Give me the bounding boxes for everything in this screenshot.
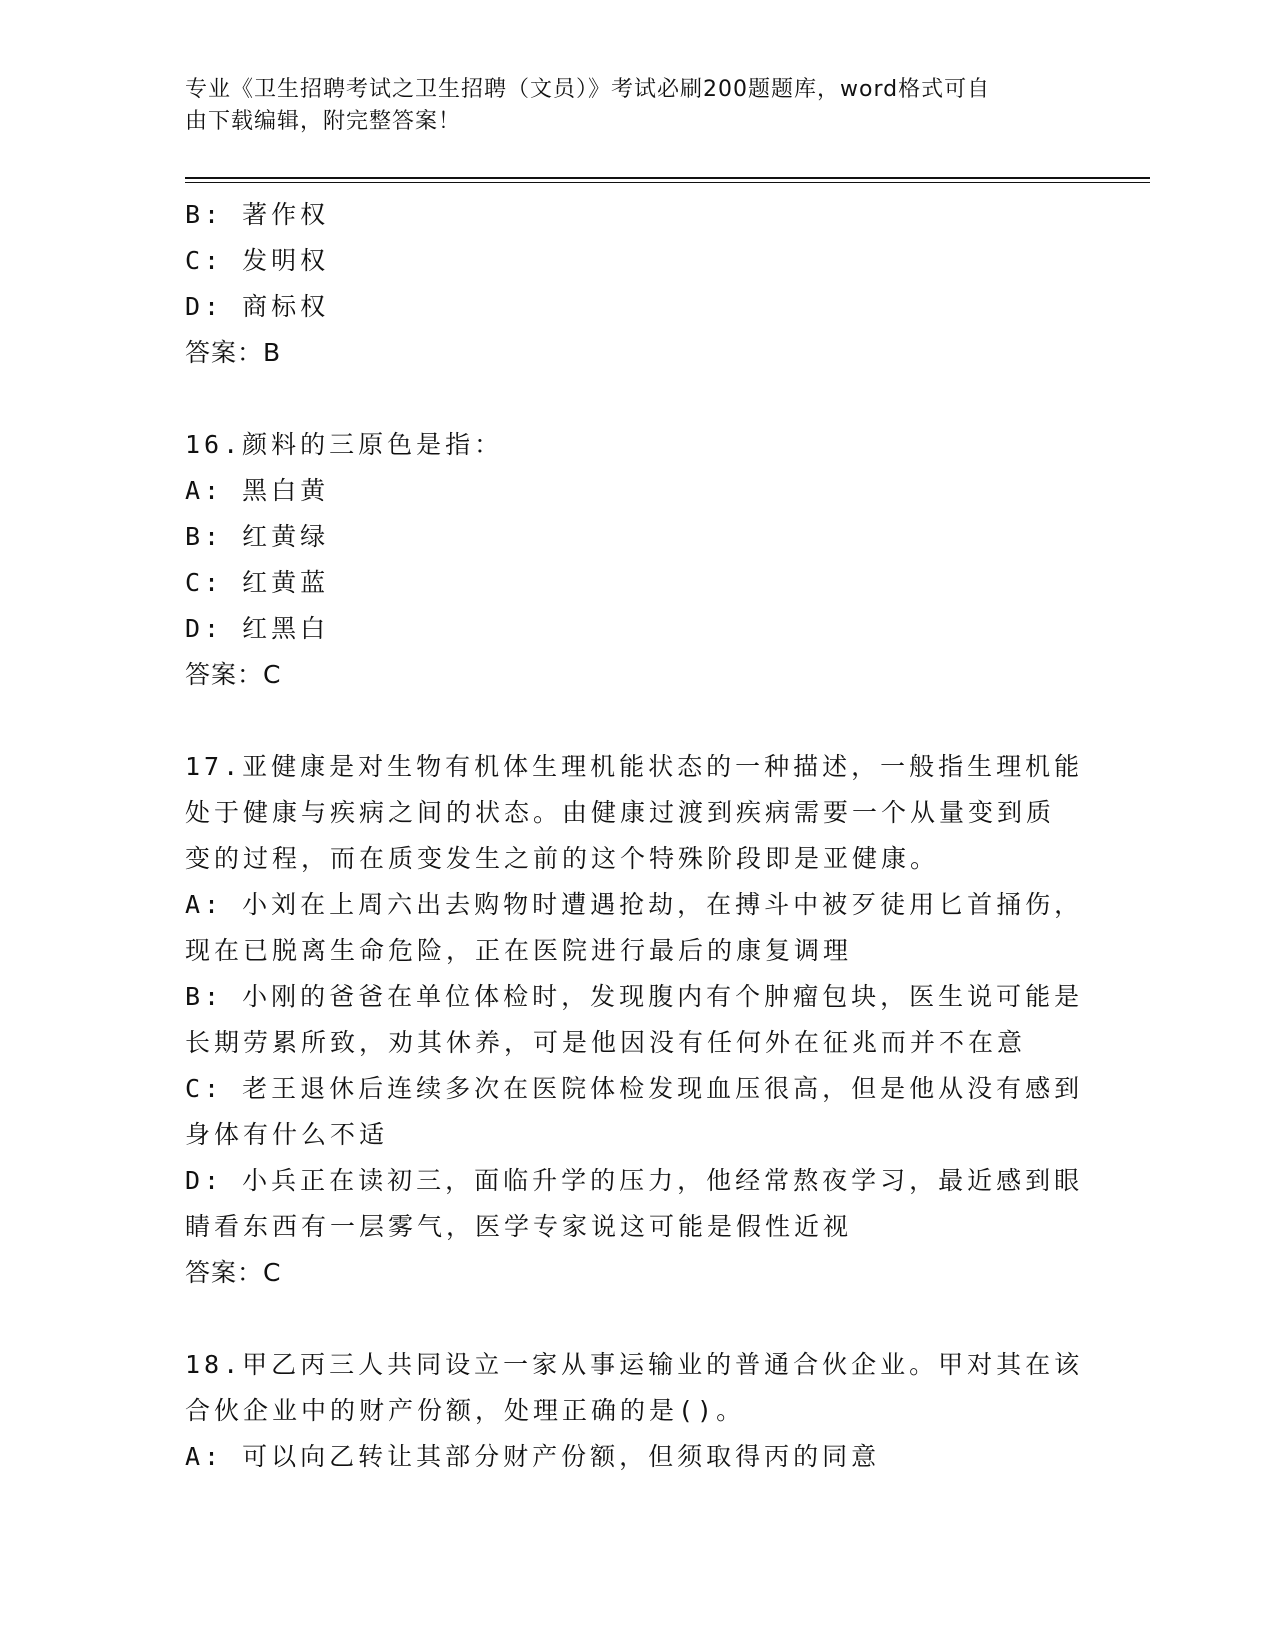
- question-15-block: [185, 192, 1085, 376]
- spacer: [185, 376, 1085, 422]
- q16-option-b: B: 红黄绿: [185, 522, 330, 551]
- q17-option-d-line-2: 睛看东西有一层雾气，医学专家说这可能是假性近视: [185, 1212, 853, 1241]
- q16-answer: 答案：C: [185, 660, 282, 689]
- q17-answer: 答案：C: [185, 1258, 282, 1287]
- spacer: [185, 1296, 1085, 1342]
- header-divider-thin: [185, 182, 1150, 183]
- question-18-block: [185, 1342, 1085, 1480]
- q16-option-a: A: 黑白黄: [185, 476, 330, 505]
- q17-stem-line-2: 处于健康与疾病之间的状态。由健康过渡到疾病需要一个从量变到质: [185, 798, 1056, 827]
- q17-stem-line-3: 变的过程，而在质变发生之前的这个特殊阶段即是亚健康。: [185, 844, 940, 873]
- question-list: [185, 192, 1085, 1480]
- q17-option-a-line-2: 现在已脱离生命危险，正在医院进行最后的康复调理: [185, 936, 853, 965]
- spacer: [185, 698, 1085, 744]
- q17-option-b-line-1: B: 小刚的爸爸在单位体检时，发现腹内有个肿瘤包块，医生说可能是: [185, 982, 1084, 1011]
- q17-option-c-line-2: 身体有什么不适: [185, 1120, 389, 1149]
- q15-option-c: C: 发明权: [185, 246, 330, 275]
- q15-answer: 答案：B: [185, 338, 282, 367]
- q18-option-a: A: 可以向乙转让其部分财产份额，但须取得丙的同意: [185, 1442, 881, 1471]
- q17-option-a-line-1: A: 小刘在上周六出去购物时遭遇抢劫，在搏斗中被歹徒用匕首捅伤，: [185, 890, 1084, 919]
- header-line-1: 专业《卫生招聘考试之卫生招聘（文员）》考试必刷200题题库，word格式可自: [185, 77, 991, 102]
- q18-stem-line-2: 合伙企业中的财产份额，处理正确的是()。: [185, 1396, 746, 1425]
- question-17-block: [185, 744, 1085, 1296]
- q17-option-c-line-1: C: 老王退休后连续多次在医院体检发现血压很高，但是他从没有感到: [185, 1074, 1084, 1103]
- header-divider-thick: [185, 177, 1150, 179]
- q18-stem-line-1: 18.甲乙丙三人共同设立一家从事运输业的普通合伙企业。甲对其在该: [185, 1350, 1084, 1379]
- q16-option-c: C: 红黄蓝: [185, 568, 330, 597]
- q17-option-d-line-1: D: 小兵正在读初三，面临升学的压力，他经常熬夜学习，最近感到眼: [185, 1166, 1084, 1195]
- q15-option-b: B: 著作权: [185, 200, 330, 229]
- q15-option-d: D: 商标权: [185, 292, 330, 321]
- q17-option-b-line-2: 长期劳累所致，劝其休养，可是他因没有任何外在征兆而并不在意: [185, 1028, 1027, 1057]
- document-header: [185, 74, 1065, 138]
- q16-option-d: D: 红黑白: [185, 614, 330, 643]
- question-16-block: [185, 422, 1085, 698]
- header-line-2: 由下载编辑，附完整答案！: [185, 109, 462, 134]
- q17-stem-line-1: 17.亚健康是对生物有机体生理机能状态的一种描述，一般指生理机能: [185, 752, 1084, 781]
- q16-stem: 16.颜料的三原色是指：: [185, 430, 504, 459]
